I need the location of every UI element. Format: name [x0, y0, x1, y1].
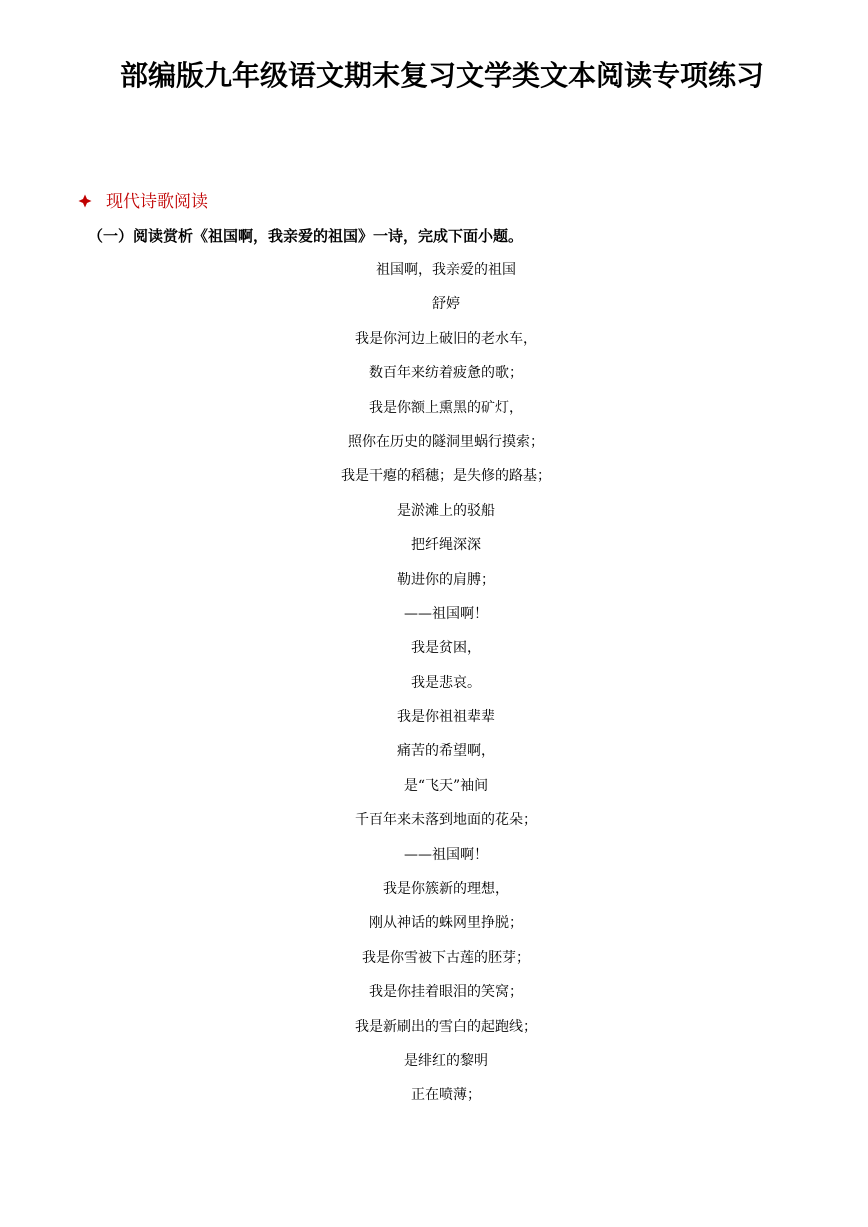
poem-line: 我是你雪被下古莲的胚芽； — [362, 949, 530, 966]
poem — [0, 258, 868, 1118]
poem-line: 我是干瘪的稻穗；是失修的路基； — [341, 468, 551, 485]
poem-line: 正在喷薄； — [411, 1087, 481, 1104]
poem-line: 把纤绳深深 — [411, 537, 481, 554]
poem-line: 我是悲哀。 — [411, 674, 481, 691]
poem-line: 我是你挂着眼泪的笑窝； — [369, 984, 523, 1001]
section-label: 现代诗歌阅读 — [106, 192, 208, 212]
page-title: 部编版九年级语文期末复习文学类文本阅读专项练习 — [120, 59, 765, 92]
poem-line: 刚从神话的蛛网里挣脱； — [369, 915, 523, 932]
poem-line: 痛苦的希望啊， — [397, 743, 495, 760]
poem-line: 我是你额上熏黑的矿灯， — [369, 399, 523, 416]
poem-line: 勒进你的肩膊； — [397, 571, 495, 588]
poem-line: 我是你祖祖辈辈 — [397, 709, 495, 726]
poem-line: 是淤滩上的驳船 — [397, 502, 495, 519]
poem-line: 我是新刷出的雪白的起跑线； — [355, 1018, 537, 1035]
poem-line: 我是贫困， — [411, 640, 481, 657]
poem-line: 千百年来未落到地面的花朵； — [355, 812, 537, 829]
diamond-bullet-icon — [78, 194, 92, 208]
poem-body — [0, 327, 868, 1118]
poem-line: ——祖国啊！ — [404, 846, 488, 863]
poem-line: 照你在历史的隧洞里蜗行摸索； — [348, 433, 544, 450]
poem-line: 我是你簇新的理想， — [383, 881, 509, 898]
poem-line: 我是你河边上破旧的老水车， — [355, 330, 537, 347]
poem-author: 舒婷 — [432, 296, 460, 313]
poem-title: 祖国啊，我亲爱的祖国 — [376, 262, 516, 278]
poem-line: 是绯红的黎明 — [404, 1052, 488, 1069]
poem-line: 数百年来纺着疲惫的歌； — [369, 365, 523, 382]
section-heading — [78, 190, 208, 214]
question-heading: （一）阅读赏析《祖国啊，我亲爱的祖国》一诗，完成下面小题。 — [88, 227, 524, 245]
poem-line: ——祖国啊！ — [404, 605, 488, 622]
poem-line: 是“飞天”袖间 — [403, 777, 489, 794]
